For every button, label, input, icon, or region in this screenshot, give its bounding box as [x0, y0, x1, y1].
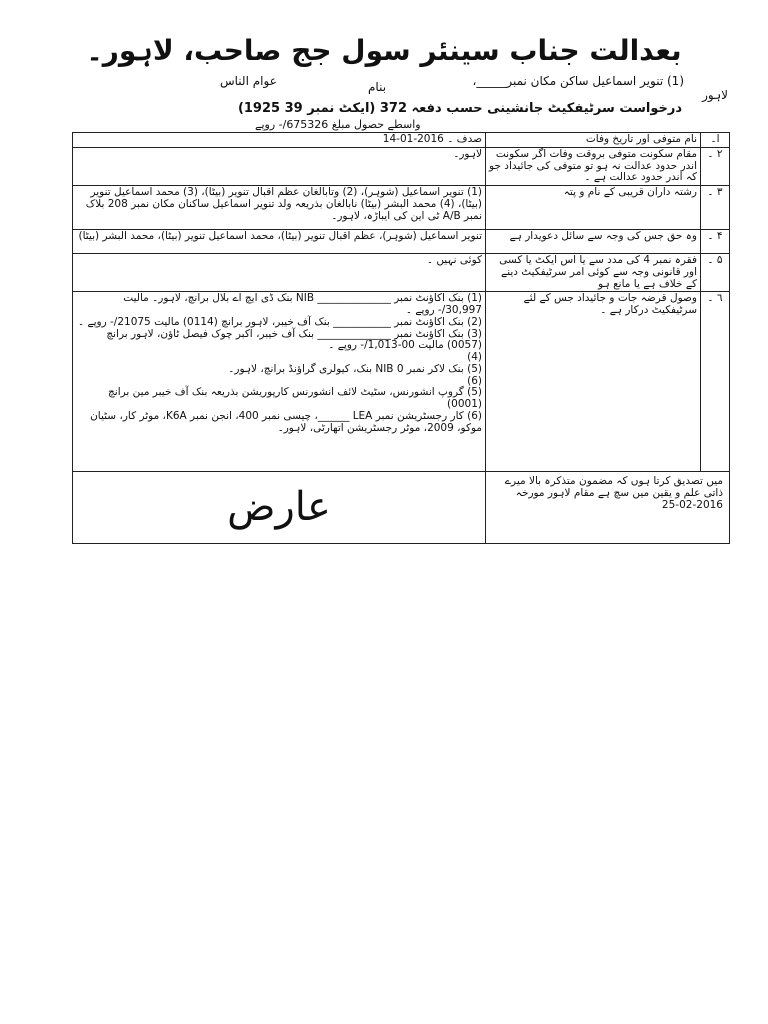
row-question: نام متوفی اور تاریخ وفات [486, 133, 701, 148]
row-answer: لاہور۔ [73, 147, 486, 185]
court-title: بعدالت جناب سینئر سول جج صاحب، لاہور۔ [86, 34, 682, 67]
row-number: ۳ ۔ [701, 186, 730, 230]
signature: عارض [227, 484, 331, 531]
row-answer-list [73, 292, 486, 472]
particulars-table [72, 132, 730, 544]
table-row [73, 472, 730, 544]
verification-text: میں تصدیق کرتا ہوں کہ مضمون متذکرہ بالا میرے ذاتی علم و یقین میں سچ ہے مقام لاہور مورخہ 2016-02-25 [486, 472, 730, 544]
row-question: مقام سکونت متوفی بروقت وفات اگر سکونت اندر حدود عدالت نہ ہو تو متوفی کی جائیداد جو کہ اندر حدود عدالت ہے ۔ [486, 147, 701, 185]
claim-line: واسطے حصول مبلغ 675326/- روپے [255, 118, 421, 131]
asset-item: (5) بنک لاکر نمبر 0 NIB بنک، کیولری گراؤنڈ برانچ، لاہور۔ [228, 362, 482, 375]
row-number: ۲ ۔ [701, 147, 730, 185]
respondent-label: عوام الناس [220, 74, 277, 88]
asset-item: (3) بنک اکاؤنٹ نمبر ______________ بنک آف خیبر، اکبر چوک فیصل ٹاؤن، لاہور برانچ (0057) مالیت 00-1,013/- روپے ۔ [106, 327, 482, 352]
table-row [73, 147, 730, 185]
row-number: ۵ ۔ [701, 254, 730, 292]
petition-line: درخواست سرٹیفکیٹ جانشینی حسب دفعہ 372 (ایکٹ نمبر 39 1925) [237, 101, 682, 116]
row-number: ا۔ [701, 133, 730, 148]
row-answer: صدف ۔ 2016-01-14 [73, 133, 486, 148]
asset-item: (1) بنک اکاؤنٹ نمبر ______________ NIB بنک ڈی ایچ اے بلال برانچ، لاہور۔ مالیت 30,997/- روپے ۔ [123, 292, 482, 316]
asset-item: (6) [467, 374, 482, 387]
asset-item: (4) [467, 351, 482, 363]
table-row [73, 133, 730, 148]
row-number: ۴ ۔ [701, 230, 730, 254]
table-row [73, 186, 730, 230]
asset-item: (6) کار رجسٹریشن نمبر LEA ______، چیسی نمبر 400، انجن نمبر K6A، موٹر کار، سٹیان موکو، 2009، موٹر رجسٹریشن اتھارٹی، لاہور۔ [90, 409, 482, 434]
row-answer: تنویر اسماعیل (شوہر)، عظم اقبال تنویر (بیٹا)، محمد اسماعیل تنویر (بیٹا)، محمد البشر (بیٹا) [73, 230, 486, 254]
applicant-city: لاہور [702, 88, 728, 102]
row-number: ٦ ۔ [701, 292, 730, 472]
row-answer: (1) تنویر اسماعیل (شوہر)، (2) وتابالغان عظم اقبال تنویر (بیٹا)، (3) محمد اسماعیل تنویر (بیٹا)، (4) محمد البشر (بیٹا) نابالغان بذریعہ ولد تنویر اسماعیل ساکنان مکان نمبر 208 بلاک نمبر A/B ٹی این کی ایباڑہ، لاہور۔ [73, 186, 486, 230]
signature-cell [73, 472, 486, 544]
table-row [73, 254, 730, 292]
row-answer: کوئی نہیں ۔ [73, 254, 486, 292]
table-row [73, 292, 730, 472]
versus-label: بنام [368, 80, 387, 94]
row-question: وصول قرضہ جات و جائیداد جس کے لئے سرٹیفکیٹ درکار ہے ۔ [486, 292, 701, 472]
asset-item: (2) بنک اکاؤنٹ نمبر ___________ بنک آف خیبر، لاہور برانچ (0114) مالیت 21075/- روپے ۔ [77, 315, 482, 328]
row-question: وہ حق جس کی وجہ سے سائل دعویدار ہے [486, 230, 701, 254]
row-question: رشتہ داران قریبی کے نام و پتہ [486, 186, 701, 230]
applicant-line: (1) تنویر اسماعیل ساکن مکان نمبر_____، [472, 74, 684, 88]
row-question: فقرہ نمبر 4 کی مدد سے یا اس ایکٹ یا کسی اور قانونی وجہ سے کوئی امر سرٹیفکیٹ دینے کے خلاف ہے یا مانع ہو [486, 254, 701, 292]
asset-item: (5) گروپ انشورنس، سٹیٹ لائف انشورنس کارپوریشن بذریعہ بنک آف خیبر مین برانچ (0001) [108, 386, 482, 410]
table-row [73, 230, 730, 254]
